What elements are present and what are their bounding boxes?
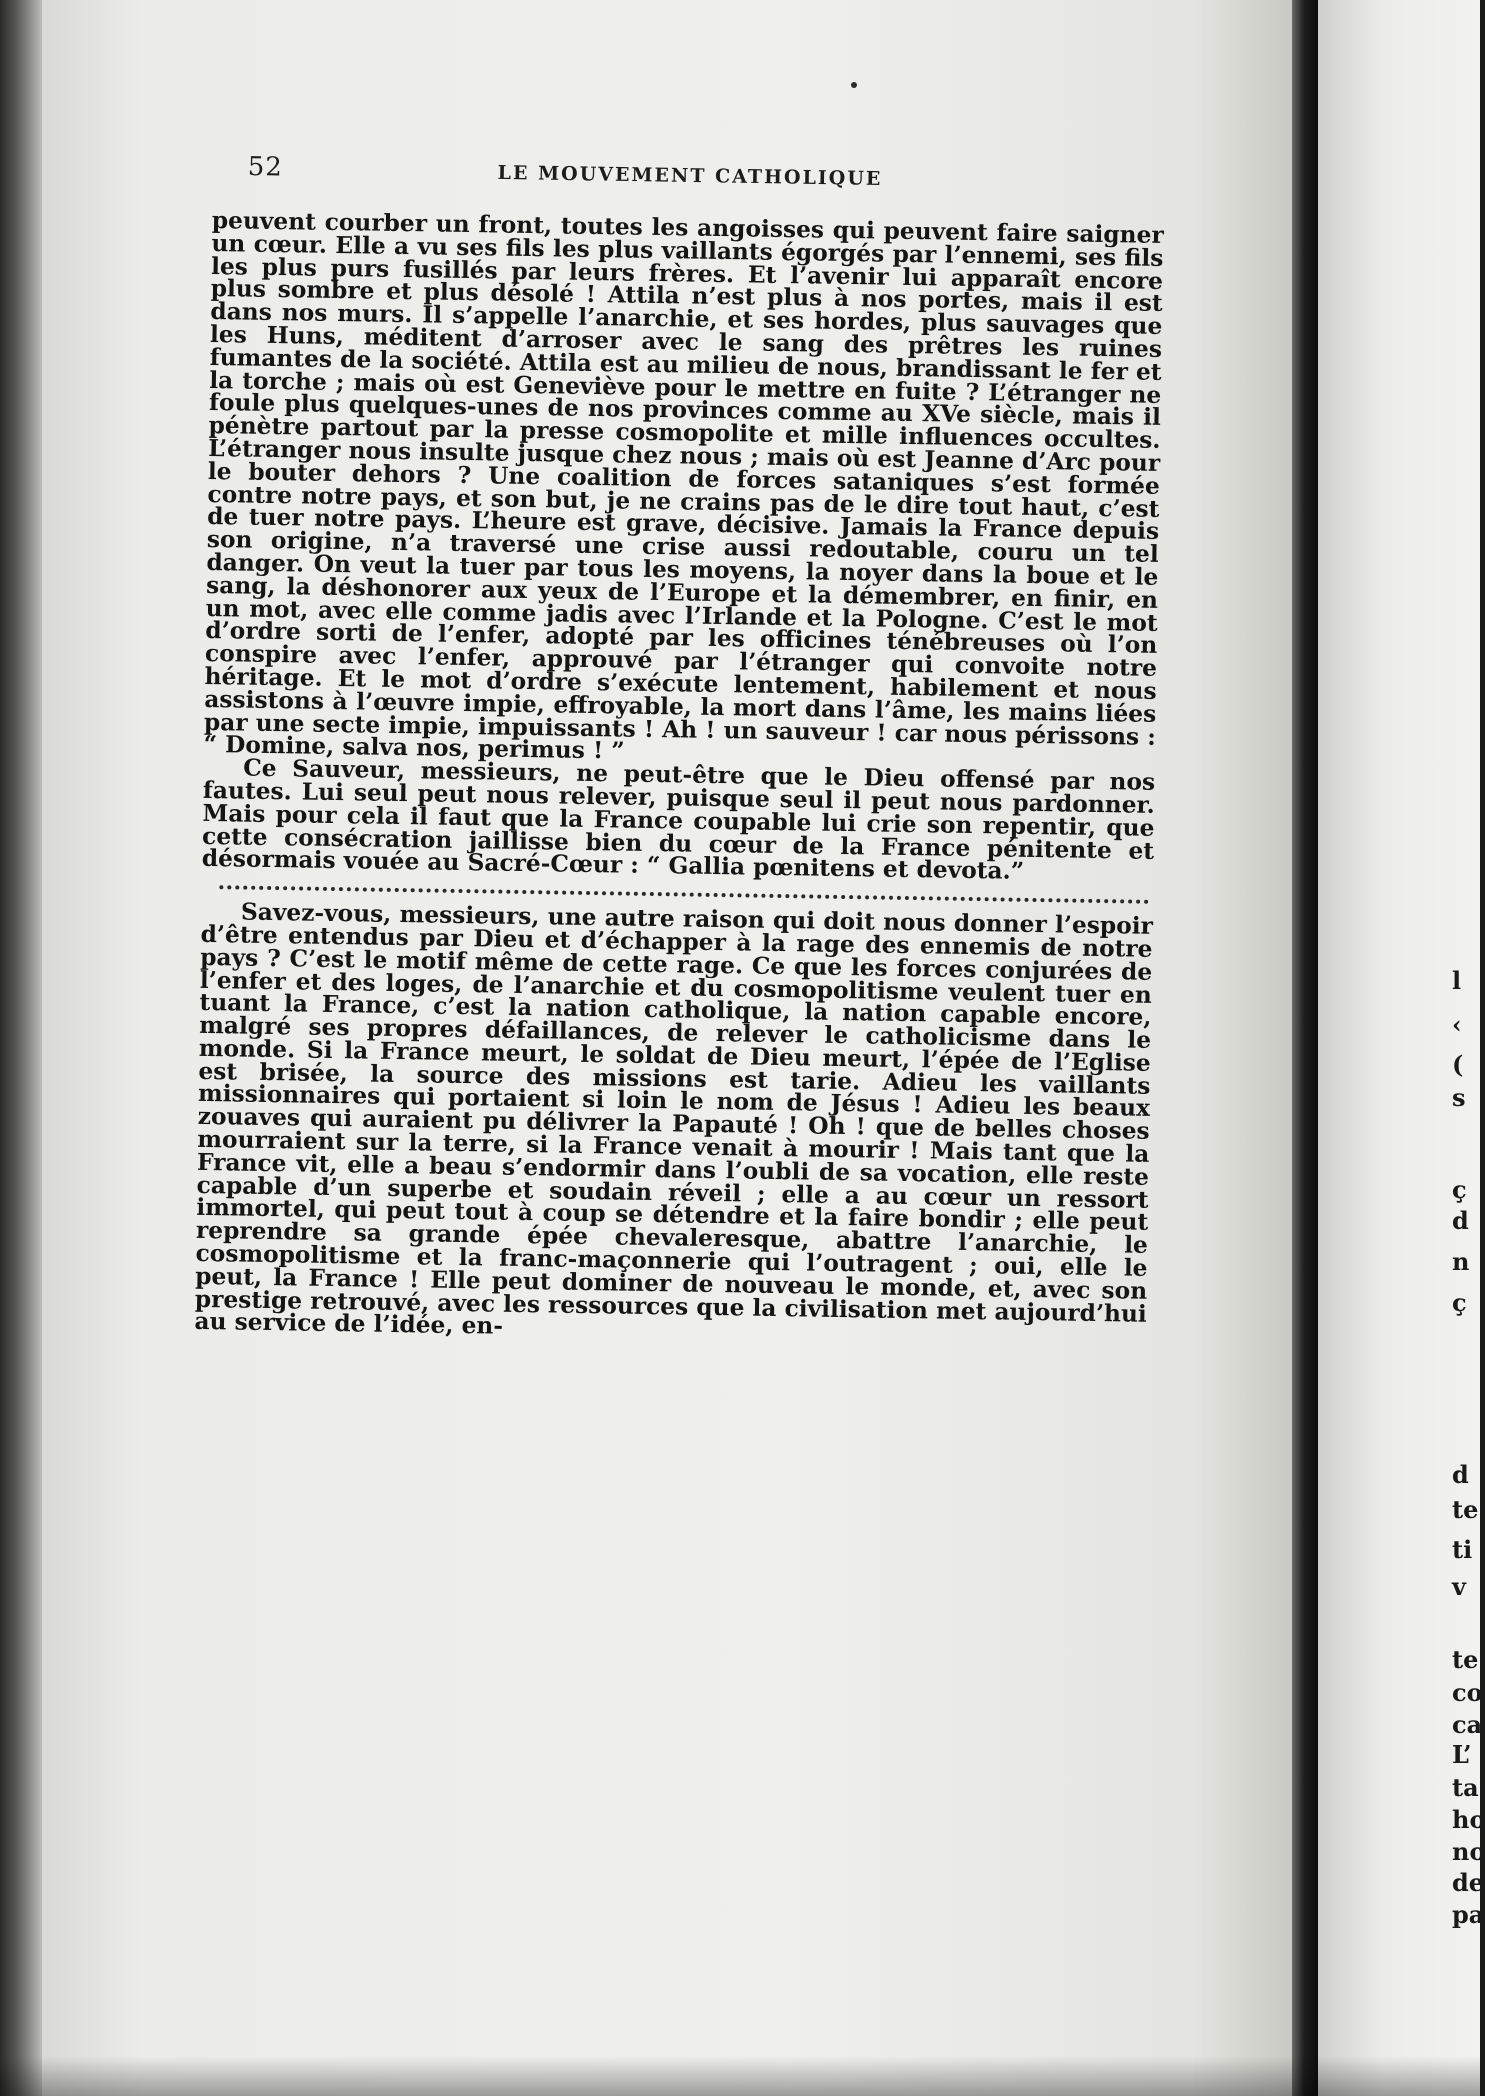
facing-fragment: ç bbox=[1452, 1288, 1467, 1317]
facing-fragment: ca bbox=[1452, 1710, 1483, 1739]
facing-page-text-fragments bbox=[1452, 0, 1485, 2096]
facing-fragment: ho bbox=[1452, 1805, 1485, 1834]
facing-fragment: n bbox=[1452, 1247, 1470, 1276]
facing-fragment: ta bbox=[1452, 1773, 1479, 1802]
page-body-text bbox=[194, 207, 1164, 1349]
scan-bottom-shadow bbox=[0, 2056, 1480, 2096]
running-head: LE MOUVEMENT CATHOLIQUE bbox=[497, 161, 883, 190]
facing-fragment: l bbox=[1452, 966, 1462, 995]
facing-fragment: d bbox=[1452, 1206, 1469, 1235]
paragraph-3: Savez-vous, messieurs, une autre raison qui doit nous donner l’espoir d’être entendus par Dieu et d’échapper à la rage des ennemis de notre pays ? C’est le motif même de cette rage. Ce que les forces conjurées de l’enfer et des loges, de l’anarchie et du cosmopolitisme veulent tuer en tuant la France, c’est la nation catholique, la nation capable encore, malgré ses propres défaillances, de relever le catholicisme dans le monde. Si la France meurt, le soldat de Dieu meurt, l’épée de l’Eglise est brisée, la source des missions est tarie. Adieu les vaillants missionnaires qui portaient si loin le nom de Jésus ! Adieu les beaux zouaves qui auraient pu délivrer la Papauté ! Oh ! que de belles choses mourraient sur la terre, si la France venait à mourir ! Mais tant que la France vit, elle a beau s’endormir dans l’oubli de sa vocation, elle reste capable d’un superbe et soudain réveil ; elle a au cœur un ressort immortel, qui peut tout à coup se détendre et la faire bondir ; elle peut reprendre sa grande épée chevaleresque, abattre l’anarchie, le cosmopolitisme et la franc-maçonnerie qui l’outragent ; oui, elle le peut, la France ! Elle peut dominer de nouveau le monde, et, avec son prestige retrouvé, avec les ressources que la civilisation met aujourd’hui au service de l’idée, en- bbox=[194, 898, 1154, 1341]
facing-fragment: pa bbox=[1452, 1900, 1485, 1929]
facing-fragment: no bbox=[1452, 1837, 1485, 1866]
facing-fragment: de bbox=[1452, 1868, 1485, 1897]
facing-fragment: ( bbox=[1452, 1050, 1464, 1079]
facing-fragment: s bbox=[1452, 1083, 1466, 1112]
facing-fragment: v bbox=[1452, 1572, 1466, 1601]
facing-fragment: ç bbox=[1452, 1175, 1467, 1204]
facing-fragment: co bbox=[1452, 1678, 1483, 1707]
facing-fragment: ti bbox=[1452, 1535, 1473, 1564]
facing-fragment: te bbox=[1452, 1645, 1479, 1674]
ink-speck bbox=[851, 82, 857, 88]
paragraph-2: Ce Sauveur, messieurs, ne peut-être que le Dieu offensé par nos fautes. Lui seul peut nous relever, puisque seul il peut nous pardonner. Mais pour cela il faut que la France coupable lui crie son repentir, que cette consécration jaillisse bien du cœur de la France pénitente et désormais vouée au Sacré-Cœur : “ Gallia pœnitens et devota.” bbox=[201, 754, 1156, 886]
facing-fragment: L’ bbox=[1452, 1740, 1472, 1769]
paragraph-1: peuvent courber un front, toutes les angoisses qui peuvent faire saigner un cœur. Elle a vu ses fils les plus vaillants égorgés par l’ennemi, ses fils les plus purs fusillés par leurs frères. Et l’avenir lui apparaît encore plus sombre et plus désolé ! Attila n’est plus à nos portes, mais il est dans nos murs. Il s’appelle l’anarchie, et ses hordes, plus sauvages que les Huns, méditent d’arroser avec le sang des prêtres les ruines fumantes de la société. Attila est au milieu de nous, brandissant le fer et la torche ; mais où est Geneviève pour le mettre en fuite ? L’étranger ne foule plus quelques-unes de nos provinces comme au XVe siècle, mais il pénètre partout par la presse cosmopolite et mille influences occultes. L’étranger nous insulte jusque chez nous ; mais où est Jeanne d’Arc pour le bouter dehors ? Une coalition de forces sataniques s’est formée contre notre pays, et son but, je ne crains pas de le dire tout haut, c’est de tuer notre pays. L’heure est grave, décisive. Jamais la France depuis son origine, n’a traversé une crise aussi redoutable, couru un tel danger. On veut la tuer par tous les moyens, la noyer dans la boue et le sang, la déshonorer aux yeux de l’Europe et la démembrer, en finir, en un mot, avec elle comme jadis avec l’Irlande et la Pologne. C’est le mot d’ordre sorti de l’enfer, adopté par les officines ténébreuses où l’on conspire avec l’enfer, approuvé par l’étranger qui convoite notre héritage. Et le mot d’ordre s’exécute lentement, habilement et nous assistons à l’œuvre impie, effroyable, la mort dans l’âme, les mains liées par une secte impie, impuissants ! Ah ! un sauveur ! car nous périssons : “ Domine, salva nos, perimus ! ” bbox=[203, 207, 1164, 765]
facing-fragment: te bbox=[1452, 1495, 1479, 1524]
book-gutter bbox=[1292, 0, 1318, 2096]
facing-fragment: d bbox=[1452, 1460, 1469, 1489]
left-page-edge bbox=[0, 0, 42, 2096]
facing-fragment: ‹ bbox=[1452, 1010, 1462, 1039]
page-number: 52 bbox=[247, 151, 284, 183]
